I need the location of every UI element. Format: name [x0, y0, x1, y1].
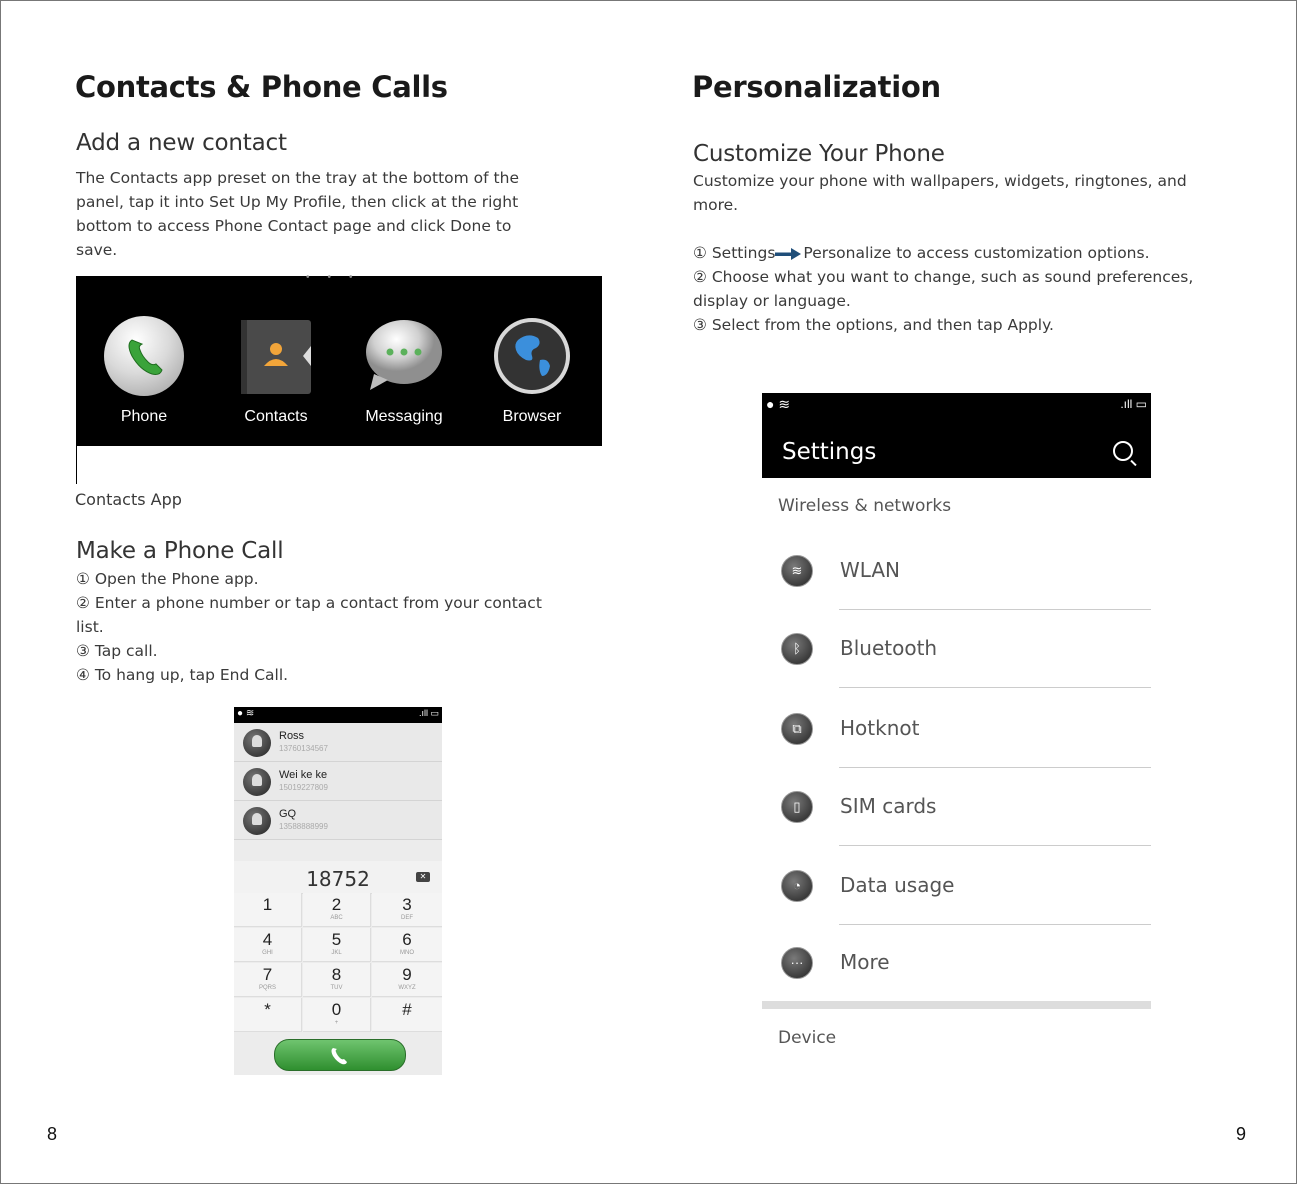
tray-caption: Contacts App [75, 490, 182, 509]
bluetooth-icon: ᛒ [781, 633, 813, 665]
section-divider [762, 1001, 1151, 1009]
key-digit: 9 [402, 965, 412, 984]
call-step: ① Open the Phone app. [76, 570, 259, 588]
settings-item-label: Hotknot [840, 716, 920, 740]
key-letters: ABC [330, 915, 343, 921]
key-digit: 4 [262, 930, 273, 949]
settings-item-label: More [840, 950, 890, 974]
phone-icon [104, 316, 184, 396]
key-digit: # [402, 1000, 412, 1019]
avatar [243, 729, 271, 757]
key-letters: + [334, 1020, 339, 1026]
key-digit: 2 [331, 895, 342, 914]
key-letters: DEF [401, 915, 413, 921]
key-digit: 3 [402, 895, 412, 914]
avatar [243, 768, 271, 796]
contact-suggestion[interactable] [234, 723, 442, 762]
key-letters: GHI [262, 950, 273, 956]
more-icon: ··· [781, 947, 813, 979]
make-call-heading: Make a Phone Call [76, 538, 284, 564]
dialer-screenshot [234, 707, 442, 1075]
customize-step [693, 241, 1233, 265]
call-steps [76, 567, 556, 687]
messaging-icon [364, 316, 444, 396]
customize-heading: Customize Your Phone [693, 141, 945, 167]
customize-step: ② Choose what you want to change, such as sound preferences, display or language. [693, 268, 1194, 310]
contact-number: 13588888999 [279, 822, 328, 831]
key-digit: * [264, 1000, 271, 1019]
contact-name: Wei ke ke [279, 769, 328, 781]
settings-item-bluetooth[interactable] [762, 610, 1151, 688]
step1-text-b: Personalize to access customization options. [803, 244, 1150, 262]
key[interactable] [303, 893, 371, 927]
key-letters: PQRS [258, 985, 276, 991]
key-digit: 8 [331, 965, 342, 984]
key[interactable] [372, 928, 442, 962]
data-usage-icon: ◔ [781, 870, 813, 902]
tray-app-messaging[interactable] [344, 316, 464, 426]
key-digit: 1 [262, 895, 273, 914]
sim-card-icon: ▯ [781, 791, 813, 823]
customize-step: ③ Select from the options, and then tap Apply. [693, 316, 1054, 334]
page-number-right: 9 [1236, 1124, 1247, 1144]
settings-title: Settings [782, 439, 877, 465]
key[interactable] [234, 928, 302, 962]
step1-text-a: ① Settings [693, 244, 776, 262]
settings-item-sim-cards[interactable] [762, 768, 1151, 846]
tray-label: Phone [120, 408, 168, 425]
add-contact-heading: Add a new contact [76, 130, 287, 156]
arrow-right-icon [775, 248, 803, 260]
contact-number: 13760134567 [279, 744, 328, 753]
tray-page-dots: ••• [306, 272, 371, 283]
contact-suggestion[interactable] [234, 801, 442, 840]
wifi-icon: ≋ [781, 555, 813, 587]
key[interactable] [372, 998, 442, 1032]
key-letters: MNO [400, 950, 414, 956]
message-status-icon: ● ≋ [237, 708, 255, 719]
right-page-title: Personalization [692, 70, 941, 104]
customize-steps [693, 241, 1233, 337]
key[interactable] [303, 998, 371, 1032]
contact-suggestion[interactable] [234, 762, 442, 801]
contacts-icon [236, 316, 316, 396]
key[interactable] [372, 963, 442, 997]
divider [839, 845, 1151, 846]
page-number-left: 8 [47, 1124, 58, 1144]
call-step: ② Enter a phone number or tap a contact from your contact list. [76, 594, 542, 636]
tray-label: Messaging [365, 408, 443, 425]
hotknot-icon: ⧉ [781, 713, 813, 745]
settings-item-wlan[interactable] [762, 532, 1151, 610]
call-button[interactable] [274, 1039, 406, 1071]
settings-item-label: Data usage [840, 873, 955, 897]
call-step: ③ Tap call. [76, 642, 158, 660]
contact-number: 15019227809 [279, 783, 328, 792]
browser-icon [492, 316, 572, 396]
section-header: Wireless & networks [778, 496, 952, 516]
key-digit: 5 [331, 930, 342, 949]
contact-name: Ross [279, 730, 305, 742]
backspace-icon[interactable]: ✕ [416, 872, 430, 882]
contact-name: GQ [279, 808, 297, 820]
key[interactable] [234, 998, 302, 1032]
tray-app-contacts[interactable] [216, 316, 336, 426]
key-letters: WXYZ [398, 985, 416, 991]
call-step: ④ To hang up, tap End Call. [76, 666, 289, 684]
settings-item-label: SIM cards [840, 794, 937, 818]
key-digit: 7 [262, 965, 273, 984]
caption-leader-line [76, 446, 77, 484]
customize-body: Customize your phone with wallpapers, widgets, ringtones, and more. [693, 172, 1187, 214]
key[interactable] [234, 893, 302, 927]
key[interactable] [303, 963, 371, 997]
tray-app-browser[interactable] [472, 316, 592, 426]
settings-item-data-usage[interactable] [762, 847, 1151, 925]
left-page-title: Contacts & Phone Calls [75, 70, 448, 104]
signal-battery-icon: .ıll ▭ [1120, 397, 1147, 411]
app-tray [76, 272, 602, 446]
settings-item-label: Bluetooth [840, 636, 938, 660]
settings-screenshot [762, 393, 1151, 1053]
divider [839, 687, 1151, 688]
key[interactable] [303, 928, 371, 962]
add-contact-body: The Contacts app preset on the tray at the bottom of the panel, tap it into Set Up My Profile, then click at the right bottom to access Phone Contact page and click Done to save. [76, 169, 519, 259]
tray-label: Contacts [244, 408, 308, 425]
phone-icon [275, 1040, 405, 1070]
settings-item-hotknot[interactable] [762, 690, 1151, 768]
search-icon[interactable] [1113, 441, 1133, 461]
section-header: Device [778, 1028, 837, 1048]
settings-item-more[interactable] [762, 924, 1151, 1002]
settings-item-label: WLAN [840, 558, 901, 582]
message-status-icon: ● ≋ [766, 396, 791, 412]
signal-battery-icon: .ıll ▭ [418, 708, 439, 718]
tray-label: Browser [502, 408, 562, 425]
status-bar [234, 707, 442, 723]
key[interactable] [234, 963, 302, 997]
key-letters: TUV [330, 985, 343, 991]
key-digit: 6 [402, 930, 412, 949]
typed-number: 18752 [306, 867, 370, 891]
tray-app-phone[interactable] [84, 316, 204, 426]
settings-action-bar [762, 393, 1151, 478]
key-digit: 0 [331, 1000, 342, 1019]
key[interactable] [372, 893, 442, 927]
key-letters: JKL [331, 950, 342, 956]
avatar [243, 807, 271, 835]
dial-number-display [234, 861, 442, 894]
